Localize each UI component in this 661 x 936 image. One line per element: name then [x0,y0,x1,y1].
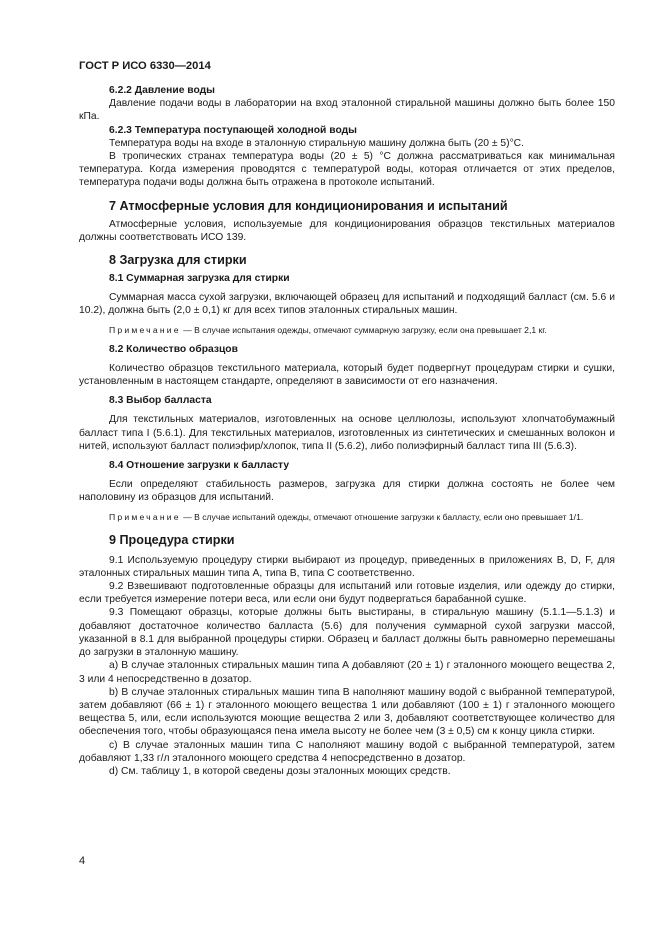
heading-8-1: 8.1 Суммарная загрузка для стирки [109,273,290,285]
note-8-1 [79,324,615,337]
paragraph-9-3-a: а) В случае эталонных стиральных машин типа А добавляют (20 ± 1) г эталонного моющего вещества 2, 3 или 4 непосредственно в дозатор. [79,660,615,685]
paragraph-8-3: Для текстильных материалов, изготовленных на основе целлюлозы, используют хлопчатобумажный балласт типа I (5.6.1). Для текстильных материалов, изготовленных из синтетических и смешанных волокон и нитей, используют балласт полиэфир/хлопок, типа II (5.6.2), либо полиэфирный балласт типа III (5.6.3). [79,414,615,452]
paragraph-8-4: Если определяют стабильность размеров, загрузка для стирки должна состоять не более чем наполовину из образцов для испытаний. [79,479,615,504]
paragraph-9-3-b: b) В случае эталонных стиральных машин типа В наполняют машину водой с выбранной температурой, затем добавляют (66 ± 1) г эталонного моющего вещества 1 или добавляют (100 ± 1) г эталонного моющего вещества 5, или, если используются моющие вещества 2 или 3, добавляют соответствующее количество для обеспечения того, чтобы образующаяся пена имела высоту не более чем (3 ± 0,5) см к концу цикла стирки. [79,686,615,738]
paragraph-section-7: Атмосферные условия, используемые для кондиционирования образцов текстильных материалов должны соответствовать ИСО 139. [79,218,615,243]
paragraph-6-2-3-a: Температура воды на входе в эталонную стиральную машину должна быть (20 ± 5)°С. [109,137,524,149]
note-8-4 [79,511,615,524]
page-number: 4 [79,855,86,867]
note-label: Примечание [109,511,181,522]
page-content [79,84,615,778]
heading-6-2-3: 6.2.3 Температура поступающей холодной воды [109,124,357,136]
note-text: — В случае испытания одежды, отмечают суммарную загрузку, если она превышает 2,1 кг. [180,324,547,335]
document-header: ГОСТ Р ИСО 6330—2014 [79,60,211,72]
paragraph-6-2-3-b: В тропических странах температура воды (20 ± 5) °С должна рассматриваться как минимальная температура. Когда измерения проводятся с температурой воды, которая отличается от этих пределов, температура подачи воды должна быть отражена в протоколе испытаний. [79,151,615,189]
paragraph-6-2-2: Давление подачи воды в лаборатории на вход эталонной стиральной машины должно быть более 150 кПа. [79,98,615,123]
heading-8-4: 8.4 Отношение загрузки к балласту [109,460,290,472]
heading-6-2-2: 6.2.2 Давление воды [109,85,215,96]
note-text: — В случае испытаний одежды, отмечают отношение загрузки к балласту, если оно превышает 1/1. [180,511,584,522]
paragraph-8-2: Количество образцов текстильного материала, который будет подвергнут процедурам стирки и сушки, установленным в настоящем стандарте, определяют в зависимости от его назначения. [79,362,615,388]
note-label: Примечание [109,324,181,335]
paragraph-9-3: 9.3 Помещают образцы, которые должны быть выстираны, в стиральную машину (5.1.1—5.1.3) и добавляют достаточное количество балласта (5.6) для получения суммарной сухой загрузки массой, указанной в 8.1 для выбранной процедуры стирки. Образец и балласт должны быть равномерно перемешаны до загрузки в эталонную машину. [79,607,615,659]
heading-section-7: 7 Атмосферные условия для кондиционирования и испытаний [109,198,508,213]
heading-section-9: 9 Процедура стирки [109,532,235,547]
paragraph-9-3-d: d) См. таблицу 1, в которой сведены дозы эталонных моющих средств. [109,765,451,777]
heading-8-2: 8.2 Количество образцов [109,343,238,355]
paragraph-9-3-c: с) В случае эталонных машин типа С наполняют машину водой с выбранной температурой, затем добавляют 1,33 г/л эталонного моющего средства 4 непосредственно в дозатор. [79,739,615,764]
paragraph-9-2: 9.2 Взвешивают подготовленные образцы для испытаний или готовые изделия, или одежду до стирки, если требуется измерение потери веса, или если они будут подвергаться барабанной сушке. [79,581,615,606]
heading-section-8: 8 Загрузка для стирки [109,253,247,268]
paragraph-9-1: 9.1 Используемую процедуру стирки выбирают из процедур, приведенных в приложениях В, D, F, для эталонных стиральных машин типа А, типа В, типа С соответственно. [79,554,615,579]
paragraph-8-1: Суммарная масса сухой загрузки, включающей образец для испытаний и подходящий балласт (см. 5.6 и 10.2), должна быть (2,0 ± 0,1) кг для всех типов эталонных стиральных машин. [79,292,615,317]
heading-8-3: 8.3 Выбор балласта [109,395,212,407]
